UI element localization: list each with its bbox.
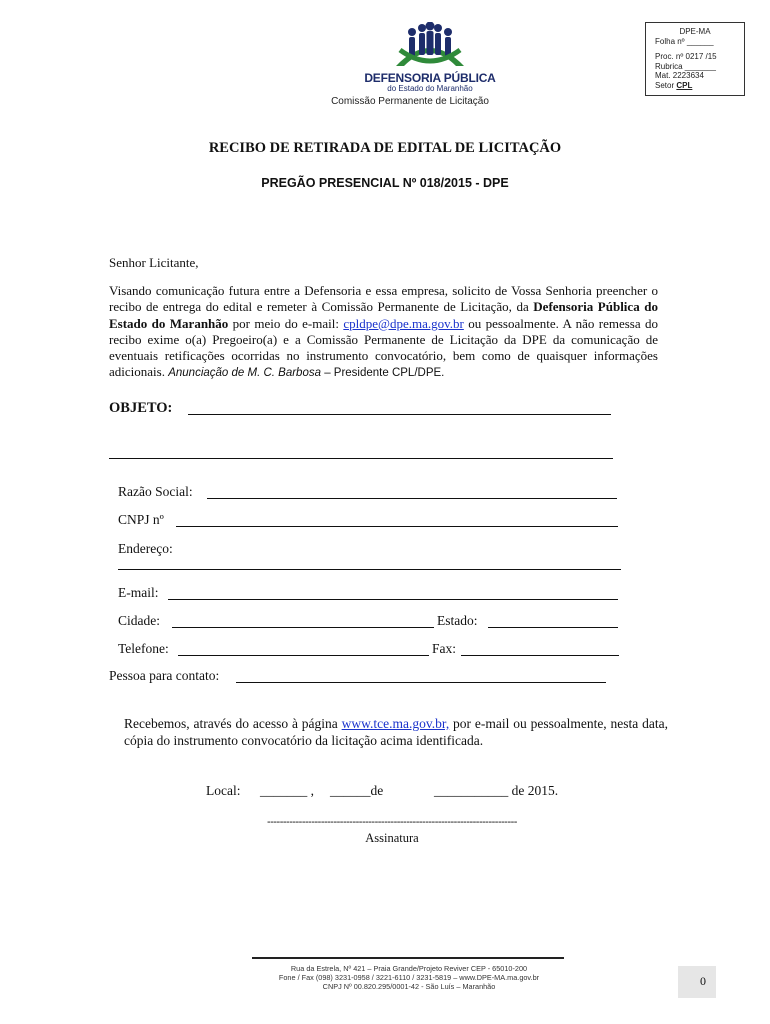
footer-cnpj: CNPJ Nº 00.820.295/0001-42 - São Luís – Maranhão xyxy=(322,982,496,991)
email-link[interactable]: cpldpe@dpe.ma.gov.br xyxy=(343,315,464,331)
stamp-setor-label: Setor xyxy=(655,80,675,90)
instruction-paragraph xyxy=(109,283,658,382)
fax-label: Fax: xyxy=(432,641,457,656)
org-subtitle: do Estado do Maranhão xyxy=(387,84,473,93)
stamp-line: Proc. nº 0217 /15 xyxy=(655,52,717,61)
footer-address: Rua da Estrela, Nº 421 – Praia Grande/Projeto Reviver CEP - 65010-200 xyxy=(290,964,528,973)
page-number: 0 xyxy=(700,974,706,988)
endereco-field[interactable] xyxy=(118,569,621,570)
body-text: Visando comunicação futura entre a Defensoria e essa empresa, solicito de Vossa Senhoria preencher o recibo de entrega do edital e remeter à Comissão Permanente de Licitação, da xyxy=(109,283,658,315)
defensoria-logo-icon xyxy=(390,22,470,70)
cnpj-label: CNPJ nº xyxy=(118,512,164,527)
body-text: por meio do e-mail: xyxy=(228,315,344,331)
footer-rule xyxy=(252,957,564,959)
stamp-line: Rubrica _______ xyxy=(655,61,716,71)
cidade-field[interactable] xyxy=(172,627,434,628)
day-blank[interactable]: ______de xyxy=(330,783,384,798)
razao-social-label: Razão Social: xyxy=(118,484,193,499)
receipt-paragraph xyxy=(124,715,668,750)
email-label: E-mail: xyxy=(118,585,159,600)
local-label: Local: xyxy=(206,783,241,798)
receipt-text: por e-mail ou pessoalmente, nesta data, cópia do instrumento convocatório da licitação acima identificada. xyxy=(124,716,668,749)
cnpj-field[interactable] xyxy=(176,526,618,527)
stamp-setor-value: CPL xyxy=(676,80,693,90)
telefone-label: Telefone: xyxy=(118,641,169,656)
cidade-label: Cidade: xyxy=(118,613,160,628)
stamp-line: Mat. 2223634 xyxy=(655,71,704,80)
objeto-label: OBJETO: xyxy=(109,400,173,416)
telefone-field[interactable] xyxy=(178,655,429,656)
estado-field[interactable] xyxy=(488,627,618,628)
stamp-line: Folha nº ______ xyxy=(655,36,714,46)
contato-label: Pessoa para contato: xyxy=(109,668,220,683)
objeto-line-2[interactable] xyxy=(109,458,613,459)
salutation: Senhor Licitante, xyxy=(109,255,199,270)
month-year-blank[interactable]: ___________ de 2015. xyxy=(434,783,559,798)
local-blank[interactable]: _______ , xyxy=(260,783,314,798)
org-name: DEFENSORIA PÚBLICA xyxy=(364,71,496,85)
body-text: ou pessoalmente. A não remessa do recibo exime o(a) Pregoeiro(a) e a Comissão Permanente de Licitação da DPE da comunicação de eventuais retificações ocorridas no instrumento convocatório, bem como de quaisquer informações adicionais. xyxy=(109,315,658,380)
tce-link[interactable]: www.tce.ma.gov.br, xyxy=(341,716,450,731)
signer-name: Anunciação de M. C. Barbosa xyxy=(168,367,321,380)
email-field[interactable] xyxy=(168,599,618,600)
protocol-stamp xyxy=(645,22,745,96)
contato-field[interactable] xyxy=(236,682,606,683)
signature-label: Assinatura xyxy=(365,831,419,845)
commission-name: Comissão Permanente de Licitação xyxy=(331,96,489,107)
stamp-line xyxy=(655,81,744,91)
document-subtitle: PREGÃO PRESENCIAL Nº 018/2015 - DPE xyxy=(261,176,509,190)
stamp-line: DPE-MA xyxy=(679,27,711,36)
objeto-line[interactable] xyxy=(188,414,611,415)
estado-label: Estado: xyxy=(437,613,478,628)
body-bold: Defensoria Pública do Estado do Maranhão xyxy=(109,299,658,331)
document-title: RECIBO DE RETIRADA DE EDITAL DE LICITAÇÃO xyxy=(208,140,562,156)
signer-role: – Presidente CPL/DPE. xyxy=(321,367,445,380)
fax-field[interactable] xyxy=(461,655,619,656)
receipt-text: Recebemos, através do acesso à página xyxy=(124,716,342,731)
footer-phone: Fone / Fax (098) 3231-0958 / 3221-6110 / 3231-5819 – www.DPE-MA.ma.gov.br xyxy=(278,973,540,982)
signature-line[interactable]: ------------------------------------------------------------------------------- xyxy=(267,816,517,828)
razao-social-field[interactable] xyxy=(207,498,617,499)
endereco-label: Endereço: xyxy=(118,541,173,556)
